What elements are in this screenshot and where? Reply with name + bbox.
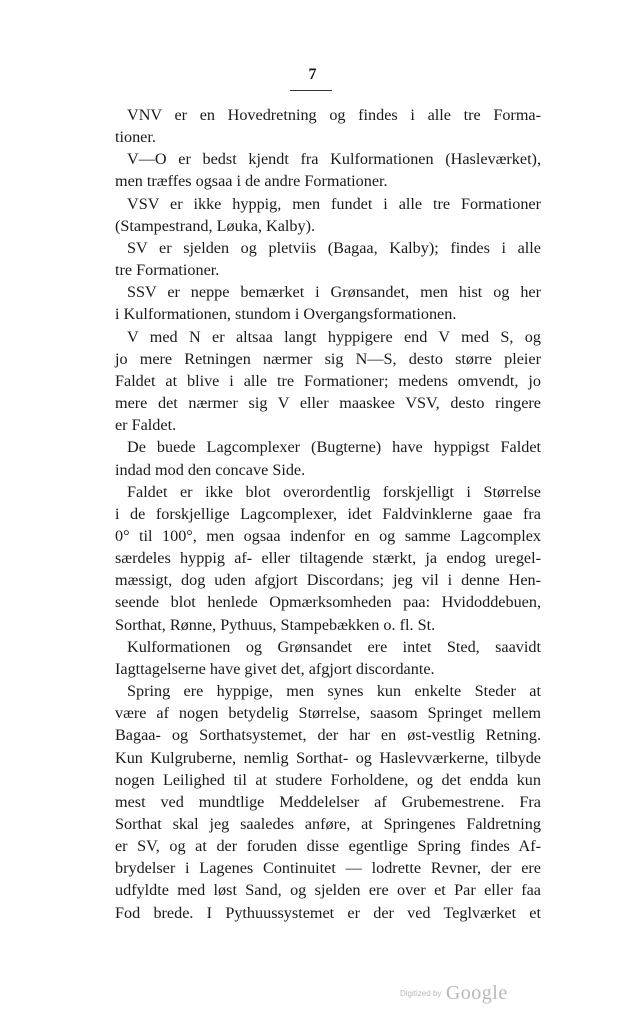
text-line: nogen Leilighed til at studere Forholdene, og det endda kun xyxy=(115,770,541,789)
text-line: Spring ere hyppige, men synes kun enkelte Steder at xyxy=(127,682,541,701)
text-line: Kulformationen og Grønsandet ere intet Sted, saavidt xyxy=(127,637,541,656)
text-line: V—O er bedst kjendt fra Kulformationen (Hasleværket), xyxy=(127,150,541,169)
text-line: jo mere Retningen nærmer sig N—S, desto større pleier xyxy=(115,349,541,368)
text-line: være af nogen betydelig Størrelse, saasom Springet mellem xyxy=(115,704,541,723)
text-line: tre Formationer. xyxy=(115,261,220,280)
text-line: Bagaa- og Sorthatsystemet, der har en øst-vestlig Retning. xyxy=(115,726,541,745)
text-line: indad mod den concave Side. xyxy=(115,460,306,479)
text-line: 0° til 100°, men ogsaa indenfor en og samme Lagcomplex xyxy=(115,526,541,545)
text-line: V med N er altsaa langt hyppigere end V med S, og xyxy=(127,327,541,346)
text-line: VNV er en Hovedretning og findes i alle tre Forma- xyxy=(127,106,541,124)
text-line: seende blot henlede Opmærksomheden paa: Hvidoddebuen, xyxy=(115,593,541,612)
text-line: mest ved mundtlige Meddelelser af Grubemestrene. Fra xyxy=(115,792,541,811)
text-line: udfyldte med løst Sand, og sjelden ere over et Par eller faa xyxy=(115,881,541,900)
digitized-by-footer xyxy=(400,982,508,1005)
text-line: særdeles hyppig af- eller tiltagende stærkt, ja endog uregel- xyxy=(115,549,541,568)
text-line: SV er sjelden og pletviis (Bagaa, Kalby); findes i alle xyxy=(127,238,541,257)
text-line: er Faldet. xyxy=(115,416,177,435)
text-line: Fod brede. I Pythuussystemet er der ved Teglværket et xyxy=(115,903,541,922)
page-number-rule xyxy=(290,90,332,91)
text-line: Faldet er ikke blot overordentlig forskjelligt i Størrelse xyxy=(127,482,541,501)
digitized-by-label: Digitized by xyxy=(400,989,442,998)
text-line: Sorthat, Rønne, Pythuus, Stampebækken o. fl. St. xyxy=(115,615,436,634)
text-line: SSV er neppe bemærket i Grønsandet, men hist og her xyxy=(127,283,541,302)
text-line: i de forskjellige Lagcomplexer, idet Faldvinklerne gaae fra xyxy=(115,504,541,523)
text-line: brydelser i Lagenes Continuitet — lodrette Revner, der ere xyxy=(115,859,541,878)
text-line: men træffes ogsaa i de andre Formationer. xyxy=(115,172,388,191)
text-line: tioner. xyxy=(115,128,156,147)
text-line: i Kulformationen, stundom i Overgangsformationen. xyxy=(115,305,457,324)
google-logo: Google xyxy=(445,982,508,1004)
text-line: (Stampestrand, Løuka, Kalby). xyxy=(115,216,316,235)
body-text xyxy=(115,104,541,924)
text-line: er SV, og at der foruden disse egentlige Spring findes Af- xyxy=(115,837,541,856)
page-number: 7 xyxy=(308,66,317,83)
text-line: mere det nærmer sig V eller maaskee VSV, desto ringere xyxy=(115,394,541,413)
text-line: mæssigt, dog uden afgjort Discordans; jeg vil i denne Hen- xyxy=(115,571,541,590)
text-line: Iagttagelserne have givet det, afgjort discordante. xyxy=(115,659,435,678)
text-line: Faldet at blive i alle tre Formationer; medens omvendt, jo xyxy=(115,371,541,390)
text-line: VSV er ikke hyppig, men fundet i alle tre Formationer xyxy=(127,194,541,213)
text-line: Sorthat skal jeg saaledes anføre, at Springenes Faldretning xyxy=(115,815,541,833)
text-line: De buede Lagcomplexer (Bugterne) have hyppigst Faldet xyxy=(127,438,541,457)
text-line: Kun Kulgruberne, nemlig Sorthat- og Haslevværkerne, tilbyde xyxy=(115,748,541,767)
